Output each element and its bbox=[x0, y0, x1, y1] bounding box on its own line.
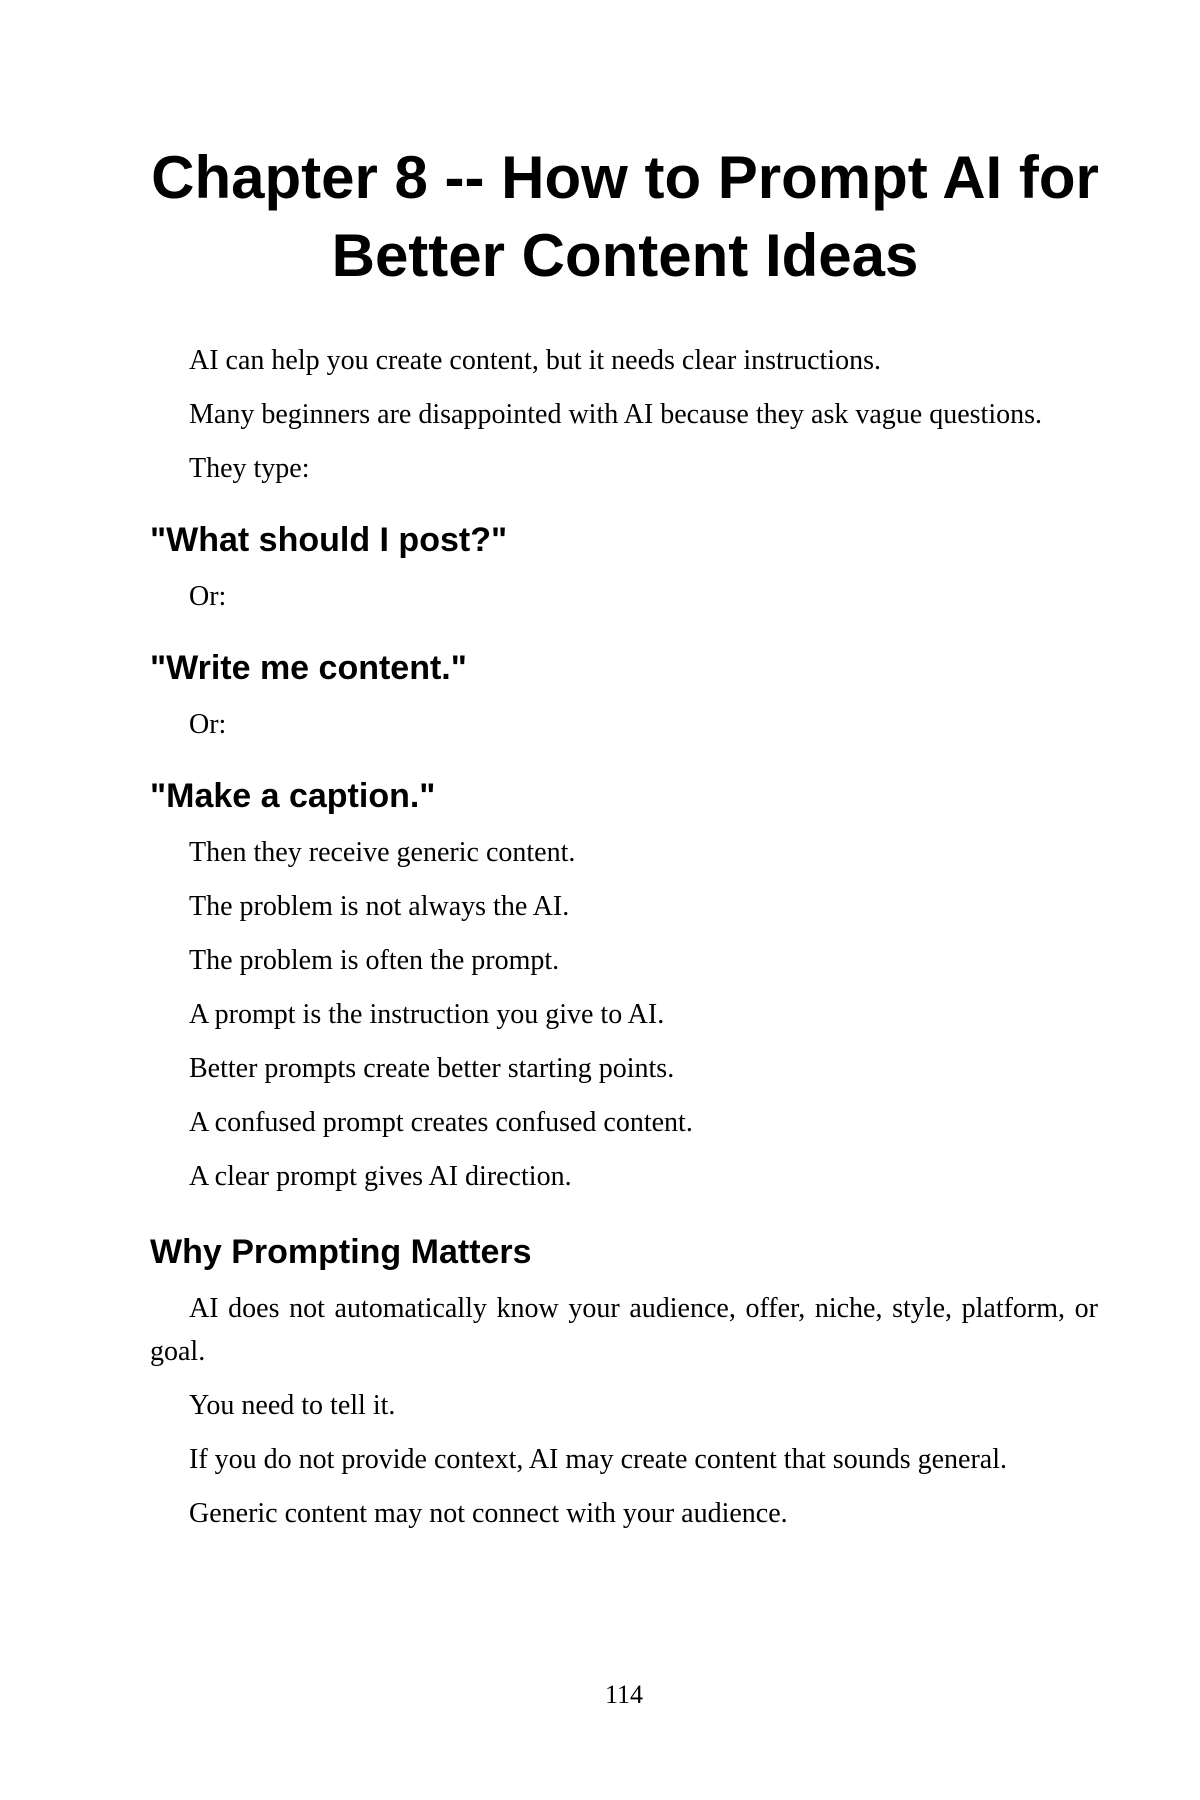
body-paragraph: AI does not automatically know your audience, offer, niche, style, platform, or goal. bbox=[150, 1293, 1098, 1367]
body-paragraph: Then they receive generic content. bbox=[189, 837, 576, 868]
section-heading: Why Prompting Matters bbox=[150, 1233, 532, 1271]
example-prompt-heading: "What should I post?" bbox=[150, 521, 508, 559]
body-paragraph: A clear prompt gives AI direction. bbox=[189, 1161, 572, 1192]
body-paragraph: A confused prompt creates confused content. bbox=[189, 1107, 693, 1138]
document-page bbox=[150, 0, 1098, 1800]
body-paragraph: If you do not provide context, AI may create content that sounds general. bbox=[189, 1444, 1007, 1475]
body-paragraph: A prompt is the instruction you give to AI. bbox=[189, 999, 665, 1030]
body-paragraph: Generic content may not connect with your audience. bbox=[189, 1498, 788, 1529]
body-paragraph: The problem is not always the AI. bbox=[189, 891, 570, 922]
body-paragraph: Or: bbox=[189, 709, 227, 740]
example-prompt-heading: "Write me content." bbox=[150, 649, 467, 687]
body-paragraph: Better prompts create better starting points. bbox=[189, 1053, 675, 1084]
chapter-body bbox=[150, 339, 1098, 1546]
body-paragraph: Or: bbox=[189, 581, 227, 612]
body-paragraph: They type: bbox=[189, 453, 310, 484]
body-paragraph: You need to tell it. bbox=[189, 1390, 396, 1421]
body-paragraph: The problem is often the prompt. bbox=[189, 945, 560, 976]
example-prompt-heading: "Make a caption." bbox=[150, 777, 436, 815]
chapter-title: Chapter 8 -- How to Prompt AI for Better Content Ideas bbox=[151, 144, 1099, 289]
body-paragraph: AI can help you create content, but it needs clear instructions. bbox=[189, 345, 881, 376]
page-number: 114 bbox=[604, 1680, 644, 1709]
body-paragraph: Many beginners are disappointed with AI because they ask vague questions. bbox=[189, 399, 1043, 430]
